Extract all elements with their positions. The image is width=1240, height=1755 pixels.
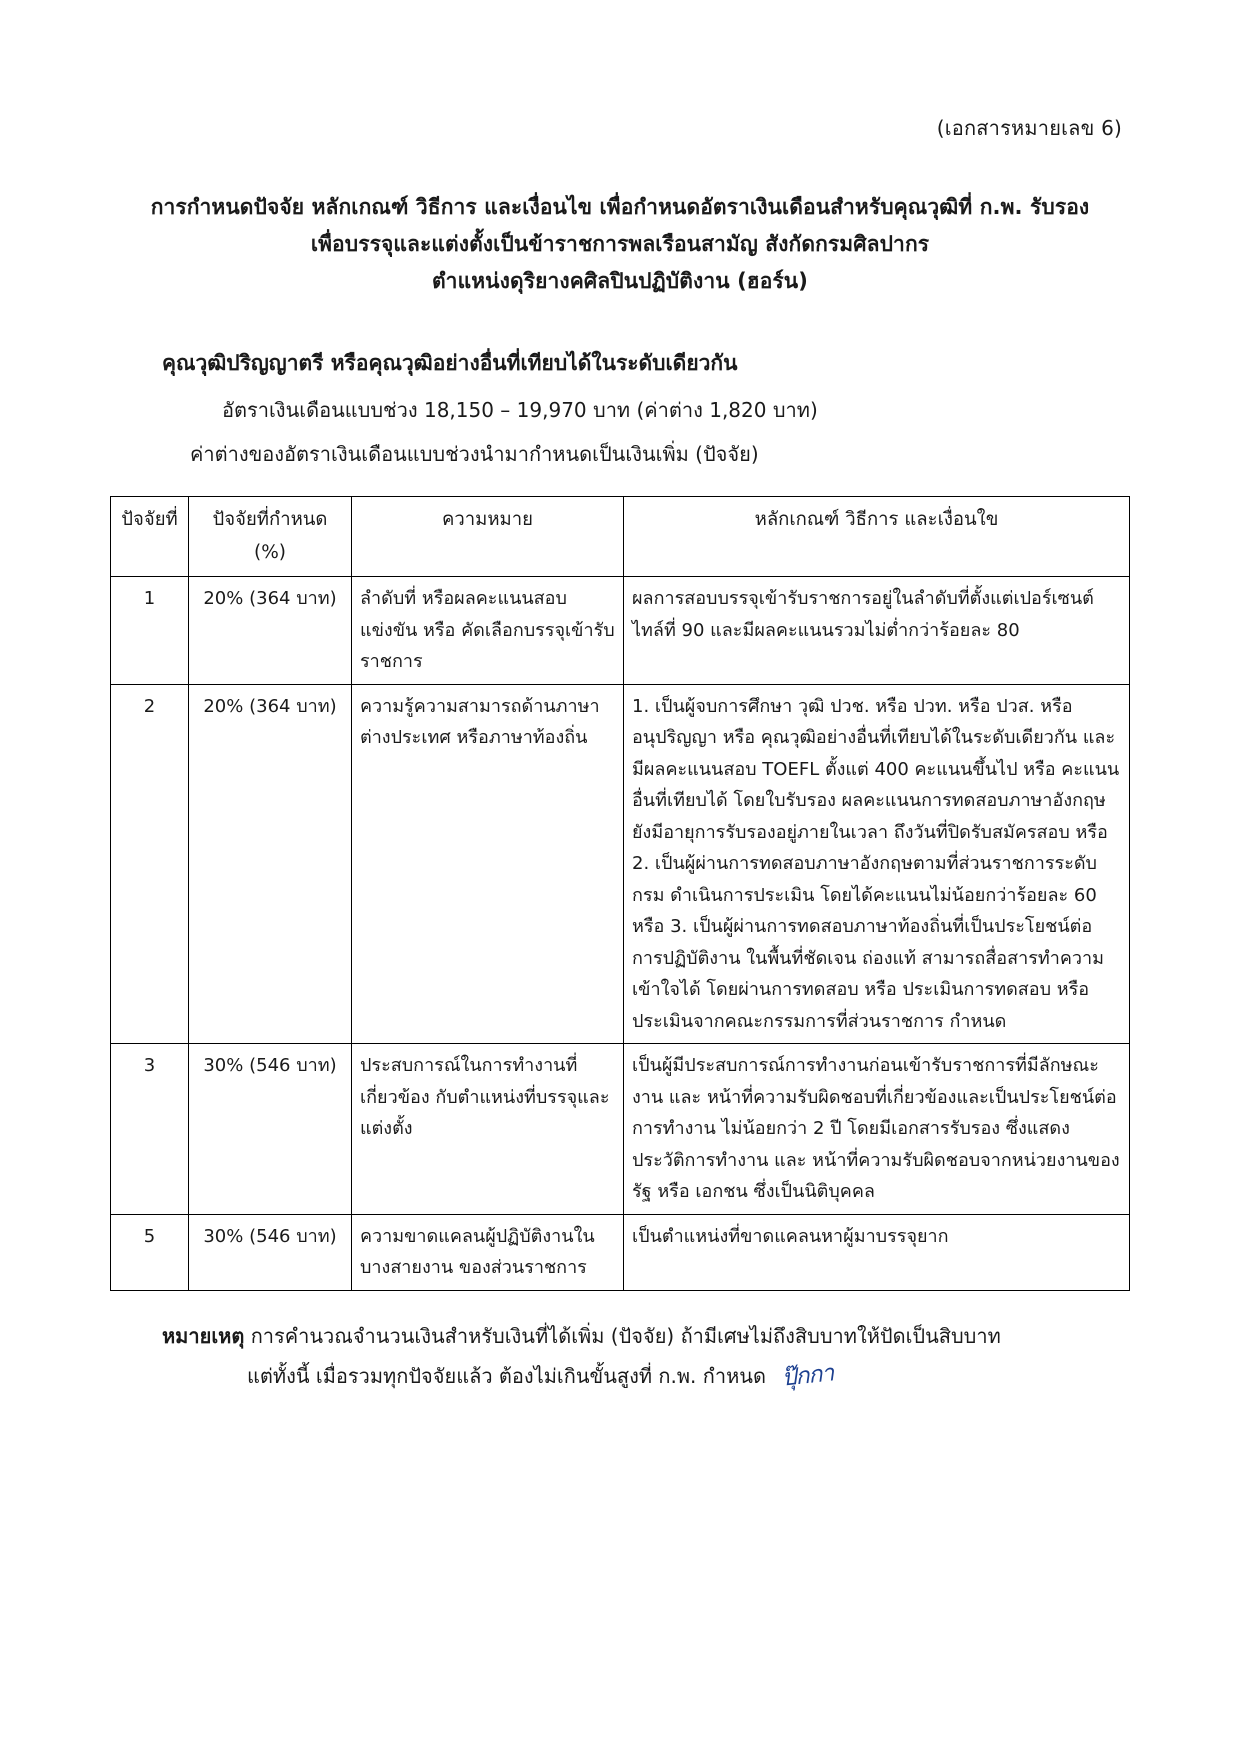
- table-row: [111, 577, 1130, 685]
- qualification-block: [110, 347, 1130, 470]
- header-criteria: หลักเกณฑ์ วิธีการ และเงื่อนใข: [624, 497, 1130, 577]
- header-meaning: ความหมาย: [352, 497, 624, 577]
- notes-block: [110, 1317, 1130, 1399]
- note-text-2: แต่ทั้งนี้ เมื่อรวมทุกปัจจัยแล้ว ต้องไม่เกินขั้นสูงที่ ก.พ. กำหนด: [247, 1363, 766, 1388]
- cell-factor-percent: 30% (546 บาท): [189, 1214, 352, 1290]
- note-label: หมายเหตุ: [162, 1323, 245, 1348]
- table-row: [111, 684, 1130, 1044]
- note-text-1: การคำนวณจำนวนเงินสำหรับเงินที่ได้เพิ่ม (ปัจจัย) ถ้ามีเศษไม่ถึงสิบบาทให้ปัดเป็นสิบบาท: [250, 1323, 1001, 1348]
- title-line-3: ตำแหน่งดุริยางคศิลปินปฏิบัติงาน (ฮอร์น): [432, 268, 808, 293]
- cell-factor-percent: 20% (364 บาท): [189, 684, 352, 1044]
- signature: ปุ๊กกา: [781, 1359, 835, 1392]
- cell-criteria: ผลการสอบบรรจุเข้ารับราชการอยู่ในลำดับที่ตั้งแต่เปอร์เซนต์ไทล์ที่ 90 และมีผลคะแนนรวมไม่ต่ำกว่าร้อยละ 80: [624, 577, 1130, 685]
- cell-meaning: ประสบการณ์ในการทำงานที่เกี่ยวข้อง กับตำแหน่งที่บรรจุและแต่งตั้ง: [352, 1044, 624, 1215]
- cell-criteria: 1. เป็นผู้จบการศึกษา วุฒิ ปวช. หรือ ปวท. หรือ ปวส. หรือ อนุปริญญา หรือ คุณวุฒิอย่างอื่นที่เทียบได้ในระดับเดียวกัน และมีผลคะแนนสอบ TOEFL ตั้งแต่ 400 คะแนนขึ้นไป หรือ คะแนนอื่นที่เทียบได้ โดยใบรับรอง ผลคะแนนการทดสอบภาษาอังกฤษยังมีอายุการรับรองอยู่ภายในเวลา ถึงวันที่ปิดรับสมัครสอบ หรือ 2. เป็นผู้ผ่านการทดสอบภาษาอังกฤษตามที่ส่วนราชการระดับกรม ดำเนินการประเมิน โดยได้คะแนนไม่น้อยกว่าร้อยละ 60 หรือ 3. เป็นผู้ผ่านการทดสอบภาษาท้องถิ่นที่เป็นประโยชน์ต่อการปฏิบัติงาน ในพื้นที่ชัดเจน ถ่องแท้ สามารถสื่อสารทำความเข้าใจได้ โดยผ่านการทดสอบ หรือ ประเมินการทดสอบ หรือ ประเมินจากคณะกรรมการที่ส่วนราชการ กำหนด: [624, 684, 1130, 1044]
- cell-criteria: เป็นตำแหน่งที่ขาดแคลนหาผู้มาบรรจุยาก: [624, 1214, 1130, 1290]
- title-line-1: การกำหนดปัจจัย หลักเกณฑ์ วิธีการ และเงื่อนไข เพื่อกำหนดอัตราเงินเดือนสำหรับคุณวุฒิที่ ก.พ. รับรอง: [150, 195, 1090, 219]
- table-row: [111, 1044, 1130, 1215]
- cell-meaning: ลำดับที่ หรือผลคะแนนสอบแข่งขัน หรือ คัดเลือกบรรจุเข้ารับราชการ: [352, 577, 624, 685]
- cell-factor-percent: 20% (364 บาท): [189, 577, 352, 685]
- factor-explanation-line: ค่าต่างของอัตราเงินเดือนแบบช่วงนำมากำหนดเป็นเงินเพิ่ม (ปัจจัย): [190, 442, 759, 467]
- cell-factor-no: 2: [111, 684, 189, 1044]
- cell-meaning: ความรู้ความสามารถด้านภาษาต่างประเทศ หรือภาษาท้องถิ่น: [352, 684, 624, 1044]
- cell-meaning: ความขาดแคลนผู้ปฏิบัติงานในบางสายงาน ของส่วนราชการ: [352, 1214, 624, 1290]
- cell-factor-no: 5: [111, 1214, 189, 1290]
- document-title: [110, 189, 1130, 299]
- note-line-2: [162, 1355, 1130, 1399]
- header-factor-no: ปัจจัยที่: [111, 497, 189, 577]
- document-reference: (เอกสารหมายเลข 6): [936, 116, 1122, 140]
- header-factor-percent: ปัจจัยที่กำหนด (%): [189, 497, 352, 577]
- cell-factor-no: 1: [111, 577, 189, 685]
- title-line-2: เพื่อบรรจุและแต่งตั้งเป็นข้าราชการพลเรือนสามัญ สังกัดกรมศิลปากร: [310, 231, 930, 256]
- note-line-1: [162, 1317, 1130, 1355]
- factors-table: [110, 496, 1130, 1290]
- cell-factor-percent: 30% (546 บาท): [189, 1044, 352, 1215]
- table-header-row: [111, 497, 1130, 577]
- qualification-heading: คุณวุฒิปริญญาตรี หรือคุณวุฒิอย่างอื่นที่เทียบได้ในระดับเดียวกัน: [162, 351, 738, 376]
- table-row: [111, 1214, 1130, 1290]
- salary-range-line: อัตราเงินเดือนแบบช่วง 18,150 – 19,970 บาท (ค่าต่าง 1,820 บาท): [222, 398, 818, 423]
- cell-factor-no: 3: [111, 1044, 189, 1215]
- cell-criteria: เป็นผู้มีประสบการณ์การทำงานก่อนเข้ารับราชการที่มีลักษณะงาน และ หน้าที่ความรับผิดชอบที่เกี่ยวข้องและเป็นประโยชน์ต่อการทำงาน ไม่น้อยกว่า 2 ปี โดยมีเอกสารรับรอง ซึ่งแสดงประวัติการทำงาน และ หน้าที่ความรับผิดชอบจากหน่วยงานของรัฐ หรือ เอกชน ซึ่งเป็นนิติบุคคล: [624, 1044, 1130, 1215]
